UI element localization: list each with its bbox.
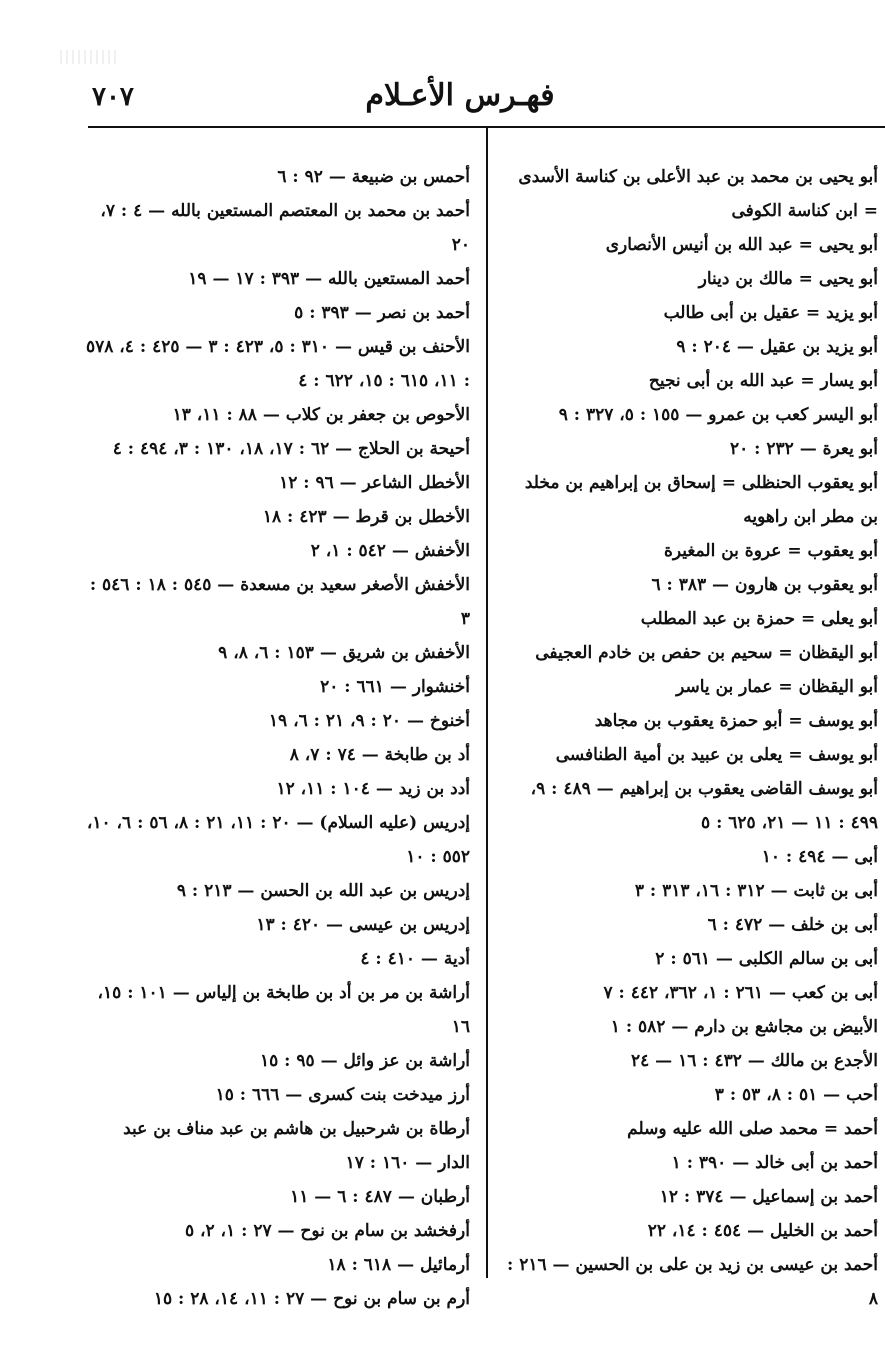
index-entry: أد بن طابخة — ٧٤ : ٧، ٨: [289, 745, 470, 765]
index-entry: أبو يوسف = أبو حمزة يعقوب بن مجاهد: [594, 711, 878, 731]
index-entry: أرز ميدخت بنت كسرى — ٦٦٦ : ١٥: [215, 1085, 470, 1105]
index-entry: أراشة بن عز وائل — ٩٥ : ١٥: [260, 1051, 470, 1071]
left-column: [86, 160, 470, 1316]
index-entry: أبو اليقظان = سحيم بن حفص بن خادم العجيفى: [535, 643, 878, 663]
index-entry: أبى بن كعب — ٢٦١ : ١، ٣٦٢، ٤٤٢ : ٧: [603, 983, 878, 1003]
index-entry: أرطاة بن شرحبيل بن هاشم بن عبد مناف بن عبد الدار — ١٦٠ : ١٧: [123, 1119, 470, 1173]
index-entry: أحمد بن محمد بن المعتصم المستعين بالله — ٤ : ٧، ٢٠: [100, 201, 470, 255]
index-entry: الأحوص بن جعفر بن كلاب — ٨٨ : ١١، ١٣: [172, 405, 470, 425]
index-entry: أبى — ٤٩٤ : ١٠: [761, 847, 878, 867]
index-entry: أبو يوسف القاضى يعقوب بن إبراهيم — ٤٨٩ : ٩، ٤٩٩ : ١١ — ٢١، ٦٢٥ : ٥: [530, 779, 878, 833]
index-entry: أحمد بن إسماعيل — ٣٧٤ : ١٢: [659, 1187, 878, 1207]
index-entry: إدريس بن عيسى — ٤٢٠ : ١٣: [256, 915, 470, 935]
index-entry: أدية — ٤١٠ : ٤: [360, 949, 470, 969]
column-divider: [486, 128, 488, 1278]
index-entry: أبو يحيى = مالك بن دينار: [698, 269, 878, 289]
index-entry: أبو يعقوب بن هارون — ٣٨٣ : ٦: [651, 575, 878, 595]
index-entry: أرمائيل — ٦١٨ : ١٨: [327, 1255, 470, 1275]
index-entry: أبو يزيد = عقيل بن أبى طالب: [663, 303, 878, 323]
page-title: فهـرس الأعـلام: [365, 78, 555, 113]
index-entry: أبو يسار = عبد الله بن أبى نجيح: [648, 371, 878, 391]
index-entry: أراشة بن مر بن أد بن طابخة بن إلياس — ١٠١ : ١٥، ١٦: [97, 983, 470, 1037]
index-entry: الأخفش الأصغر سعيد بن مسعدة — ٥٤٥ : ١٨ : ٥٤٦ : ٣: [89, 575, 470, 629]
index-entry: الأخفش — ٥٤٢ : ١، ٢: [310, 541, 470, 561]
index-entry: أحمد بن الخليل — ٤٥٤ : ١٤، ٢٢: [647, 1221, 878, 1241]
index-entry: أبو اليسر كعب بن عمرو — ١٥٥ : ٥، ٣٢٧ : ٩: [558, 405, 878, 425]
index-entry: أحمس بن ضبيعة — ٩٢ : ٦: [277, 167, 470, 187]
index-entry: إدريس بن عبد الله بن الحسن — ٢١٣ : ٩: [176, 881, 470, 901]
index-entry: أرفخشد بن سام بن نوح — ٢٧ : ١، ٢، ٥: [184, 1221, 470, 1241]
index-entry: الأبيض بن مجاشع بن دارم — ٥٨٢ : ١: [610, 1017, 878, 1037]
index-entry: أبو يعقوب الحنظلى = إسحاق بن إبراهيم بن مخلد بن مطر ابن راهويه: [524, 473, 878, 527]
index-entry: أبى بن ثابت — ٣١٢ : ١٦، ٣١٣ : ٣: [634, 881, 878, 901]
index-entry: أبى بن خلف — ٤٧٢ : ٦: [707, 915, 878, 935]
index-entry: أحب — ٥١ : ٨، ٥٣ : ٣: [714, 1085, 878, 1105]
index-entry: الأجدع بن مالك — ٤٣٢ : ١٦ — ٢٤: [630, 1051, 878, 1071]
index-entry: أبو يعرة — ٢٣٢ : ٢٠: [729, 439, 878, 459]
page-number: ٧٠٧: [92, 82, 134, 112]
scan-artifact: [60, 50, 120, 64]
index-entry: أحيحة بن الحلاج — ٦٢ : ١٧، ١٨، ١٣٠ : ٣، ٤٩٤ : ٤: [112, 439, 470, 459]
index-entry: أحمد بن نصر — ٣٩٣ : ٥: [294, 303, 470, 323]
index-entry: أخنشوار — ٦٦١ : ٢٠: [320, 677, 470, 697]
index-entry: الأحنف بن قيس — ٣١٠ : ٥، ٤٢٣ : ٣ — ٤٢٥ : ٤، ٥٧٨ : ١١، ٦١٥ : ١٥، ٦٢٢ : ٤: [85, 337, 470, 391]
index-entry: أحمد بن عيسى بن زيد بن على بن الحسين — ٢١٦ : ٨: [507, 1255, 878, 1309]
index-entry: أبو يعقوب = عروة بن المغيرة: [663, 541, 878, 561]
index-entry: أحمد المستعين بالله — ٣٩٣ : ١٧ — ١٩: [188, 269, 470, 289]
index-entry: أحمد بن أبى خالد — ٣٩٠ : ١: [671, 1153, 878, 1173]
index-entry: أرطبان — ٤٨٧ : ٦ — ١١: [290, 1187, 470, 1207]
index-entry: الأخفش بن شريق — ١٥٣ : ٦، ٨، ٩: [218, 643, 470, 663]
index-entry: أدد بن زيد — ١٠٤ : ١١، ١٢: [276, 779, 470, 799]
index-entry: أبو اليقظان = عمار بن ياسر: [676, 677, 878, 697]
index-entry: أرم بن سام بن نوح — ٢٧ : ١١، ١٤، ٢٨ : ١٥: [153, 1289, 470, 1309]
index-entry: أخنوخ — ٢٠ : ٩، ٢١ : ٦، ١٩: [268, 711, 470, 731]
index-entry: الأخطل بن قرط — ٤٢٣ : ١٨: [262, 507, 470, 527]
index-entry: أبو يزيد بن عقيل — ٢٠٤ : ٩: [676, 337, 878, 357]
index-entry: إدريس (عليه السلام) — ٢٠ : ١١، ٢١ : ٨، ٥٦ : ٦، ١٠، ٥٥٢ : ١٠: [86, 813, 470, 867]
right-column: [502, 160, 878, 1316]
index-entry: أبو يوسف = يعلى بن عبيد بن أمية الطنافسى: [555, 745, 878, 765]
index-entry: أحمد = محمد صلى الله عليه وسلم: [627, 1119, 878, 1139]
index-entry: أبو يحيى بن محمد بن عبد الأعلى بن كناسة الأسدى = ابن كناسة الكوفى: [518, 167, 878, 221]
index-entry: أبو يحيى = عبد الله بن أنيس الأنصارى: [605, 235, 878, 255]
index-entry: أبى بن سالم الكلبى — ٥٦١ : ٢: [655, 949, 878, 969]
index-entry: أبو يعلى = حمزة بن عبد المطلب: [640, 609, 878, 629]
index-entry: الأخطل الشاعر — ٩٦ : ١٢: [279, 473, 470, 493]
